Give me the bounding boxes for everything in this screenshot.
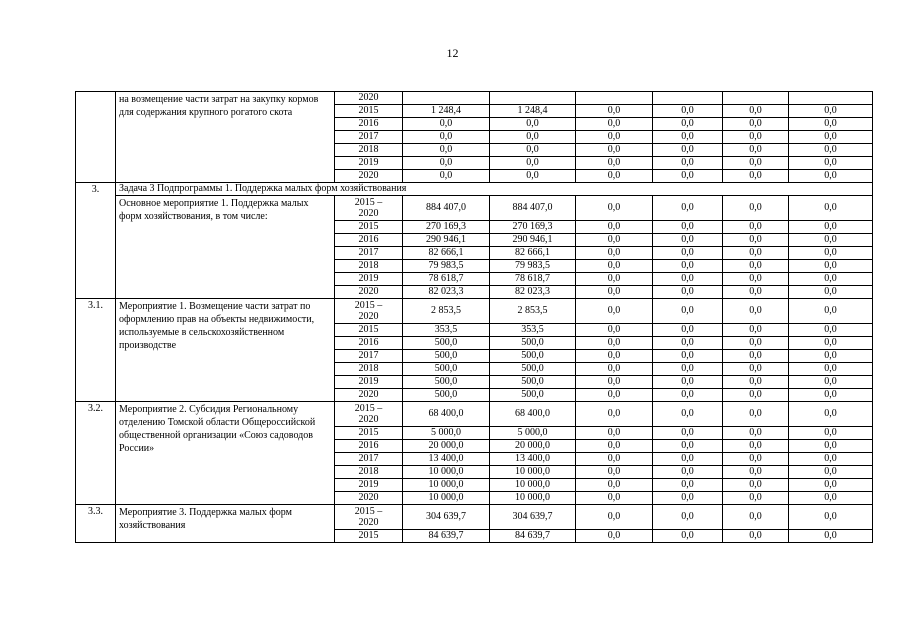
value-cell: 0,0 — [653, 363, 723, 376]
value-cell: 0,0 — [723, 505, 789, 530]
value-cell: 0,0 — [723, 530, 789, 543]
value-cell: 0,0 — [653, 376, 723, 389]
value-cell: 500,0 — [403, 350, 490, 363]
value-cell: 0,0 — [723, 324, 789, 337]
value-cell: 82 666,1 — [490, 247, 576, 260]
year-cell: 2015 – 2020 — [335, 505, 403, 530]
value-cell: 0,0 — [653, 131, 723, 144]
value-cell: 0,0 — [653, 505, 723, 530]
value-cell: 0,0 — [789, 260, 873, 273]
value-cell: 0,0 — [653, 324, 723, 337]
value-cell: 0,0 — [723, 363, 789, 376]
budget-table — [75, 91, 873, 543]
value-cell: 0,0 — [403, 131, 490, 144]
value-cell: 0,0 — [576, 170, 653, 183]
value-cell: 0,0 — [789, 157, 873, 170]
value-cell: 500,0 — [403, 389, 490, 402]
task-title-row — [76, 183, 873, 196]
value-cell: 0,0 — [789, 247, 873, 260]
value-cell: 0,0 — [490, 157, 576, 170]
value-cell: 0,0 — [723, 273, 789, 286]
year-cell: 2019 — [335, 157, 403, 170]
value-cell — [576, 92, 653, 105]
value-cell: 0,0 — [723, 234, 789, 247]
value-cell: 0,0 — [576, 492, 653, 505]
value-cell: 0,0 — [789, 337, 873, 350]
year-cell: 2020 — [335, 492, 403, 505]
value-cell: 0,0 — [723, 247, 789, 260]
value-cell: 0,0 — [723, 144, 789, 157]
year-cell: 2015 – 2020 — [335, 402, 403, 427]
year-cell: 2017 — [335, 131, 403, 144]
value-cell: 0,0 — [653, 170, 723, 183]
value-cell: 0,0 — [789, 530, 873, 543]
year-cell: 2016 — [335, 440, 403, 453]
value-cell: 0,0 — [723, 299, 789, 324]
value-cell: 884 407,0 — [490, 196, 576, 221]
value-cell: 0,0 — [723, 402, 789, 427]
value-cell: 2 853,5 — [490, 299, 576, 324]
year-cell: 2015 — [335, 530, 403, 543]
value-cell: 0,0 — [653, 144, 723, 157]
value-cell: 0,0 — [723, 492, 789, 505]
year-cell: 2020 — [335, 389, 403, 402]
value-cell: 0,0 — [576, 440, 653, 453]
value-cell: 1 248,4 — [403, 105, 490, 118]
value-cell: 82 023,3 — [403, 286, 490, 299]
table-row — [76, 196, 873, 221]
year-cell: 2015 — [335, 324, 403, 337]
value-cell: 0,0 — [723, 479, 789, 492]
value-cell: 0,0 — [653, 286, 723, 299]
value-cell — [653, 92, 723, 105]
value-cell: 10 000,0 — [403, 479, 490, 492]
year-cell: 2019 — [335, 479, 403, 492]
value-cell: 0,0 — [789, 286, 873, 299]
value-cell: 0,0 — [653, 247, 723, 260]
value-cell: 0,0 — [789, 427, 873, 440]
year-cell: 2020 — [335, 92, 403, 105]
value-cell: 0,0 — [653, 350, 723, 363]
value-cell: 0,0 — [403, 118, 490, 131]
value-cell: 0,0 — [576, 157, 653, 170]
value-cell: 0,0 — [490, 118, 576, 131]
row-number: 3.1. — [76, 299, 116, 402]
value-cell: 10 000,0 — [403, 492, 490, 505]
year-cell: 2018 — [335, 144, 403, 157]
row-number: 3. — [76, 183, 116, 299]
measure-name: Основное мероприятие 1. Поддержка малых форм хозяйствования, в том числе: — [116, 196, 335, 299]
value-cell: 0,0 — [653, 389, 723, 402]
value-cell: 0,0 — [723, 337, 789, 350]
table-row — [76, 505, 873, 530]
year-cell: 2015 — [335, 221, 403, 234]
value-cell: 0,0 — [576, 273, 653, 286]
measure-name: Мероприятие 2. Субсидия Региональному отделению Томской области Общероссийской общественной организации «Союз садоводов России» — [116, 402, 335, 505]
value-cell: 500,0 — [403, 337, 490, 350]
value-cell: 0,0 — [723, 376, 789, 389]
value-cell: 10 000,0 — [490, 466, 576, 479]
value-cell: 1 248,4 — [490, 105, 576, 118]
value-cell: 0,0 — [576, 234, 653, 247]
value-cell: 0,0 — [490, 170, 576, 183]
value-cell: 0,0 — [653, 105, 723, 118]
value-cell: 13 400,0 — [490, 453, 576, 466]
value-cell: 0,0 — [789, 105, 873, 118]
row-number — [76, 92, 116, 183]
value-cell: 0,0 — [576, 530, 653, 543]
value-cell: 20 000,0 — [490, 440, 576, 453]
page-number: 12 — [446, 46, 459, 60]
value-cell: 0,0 — [576, 466, 653, 479]
value-cell: 0,0 — [653, 337, 723, 350]
value-cell: 0,0 — [723, 389, 789, 402]
value-cell: 0,0 — [789, 273, 873, 286]
year-cell: 2015 – 2020 — [335, 196, 403, 221]
year-cell: 2017 — [335, 247, 403, 260]
value-cell: 0,0 — [789, 221, 873, 234]
value-cell: 79 983,5 — [403, 260, 490, 273]
value-cell: 0,0 — [723, 221, 789, 234]
value-cell: 0,0 — [576, 376, 653, 389]
value-cell: 0,0 — [723, 260, 789, 273]
value-cell: 0,0 — [789, 363, 873, 376]
year-cell: 2018 — [335, 466, 403, 479]
year-cell: 2016 — [335, 234, 403, 247]
value-cell: 0,0 — [789, 118, 873, 131]
value-cell: 0,0 — [490, 131, 576, 144]
year-cell: 2019 — [335, 273, 403, 286]
value-cell: 0,0 — [723, 118, 789, 131]
value-cell: 0,0 — [403, 157, 490, 170]
value-cell: 79 983,5 — [490, 260, 576, 273]
year-cell: 2018 — [335, 260, 403, 273]
year-cell: 2018 — [335, 363, 403, 376]
value-cell: 0,0 — [653, 234, 723, 247]
value-cell: 78 618,7 — [403, 273, 490, 286]
value-cell: 0,0 — [576, 479, 653, 492]
year-cell: 2016 — [335, 118, 403, 131]
value-cell: 0,0 — [653, 466, 723, 479]
value-cell: 0,0 — [576, 299, 653, 324]
value-cell: 82 023,3 — [490, 286, 576, 299]
value-cell: 0,0 — [789, 466, 873, 479]
value-cell: 68 400,0 — [403, 402, 490, 427]
value-cell: 0,0 — [653, 196, 723, 221]
value-cell: 0,0 — [789, 505, 873, 530]
value-cell: 10 000,0 — [403, 466, 490, 479]
value-cell — [789, 92, 873, 105]
year-cell: 2020 — [335, 286, 403, 299]
value-cell: 0,0 — [653, 221, 723, 234]
value-cell: 500,0 — [490, 350, 576, 363]
value-cell: 84 639,7 — [403, 530, 490, 543]
year-cell: 2015 — [335, 427, 403, 440]
value-cell: 68 400,0 — [490, 402, 576, 427]
value-cell: 0,0 — [789, 389, 873, 402]
value-cell: 0,0 — [789, 324, 873, 337]
value-cell: 353,5 — [490, 324, 576, 337]
value-cell: 0,0 — [789, 299, 873, 324]
row-number: 3.3. — [76, 505, 116, 543]
value-cell: 0,0 — [723, 286, 789, 299]
value-cell: 0,0 — [789, 453, 873, 466]
value-cell: 5 000,0 — [403, 427, 490, 440]
value-cell: 0,0 — [576, 105, 653, 118]
measure-name: Мероприятие 1. Возмещение части затрат по оформлению прав на объекты недвижимости, используемые в сельскохозяйственном производстве — [116, 299, 335, 402]
value-cell: 270 169,3 — [490, 221, 576, 234]
table-row — [76, 299, 873, 324]
value-cell: 0,0 — [723, 453, 789, 466]
year-cell: 2015 — [335, 105, 403, 118]
value-cell: 10 000,0 — [490, 479, 576, 492]
value-cell: 500,0 — [403, 376, 490, 389]
value-cell: 0,0 — [723, 170, 789, 183]
task-title: Задача 3 Подпрограммы 1. Поддержка малых форм хозяйствования — [116, 183, 873, 196]
value-cell: 0,0 — [789, 170, 873, 183]
value-cell: 0,0 — [576, 260, 653, 273]
value-cell: 0,0 — [653, 402, 723, 427]
value-cell — [403, 92, 490, 105]
measure-name: на возмещение части затрат на закупку кормов для содержания крупного рогатого скота — [116, 92, 335, 183]
value-cell: 0,0 — [653, 427, 723, 440]
year-cell: 2016 — [335, 337, 403, 350]
value-cell: 304 639,7 — [403, 505, 490, 530]
value-cell: 0,0 — [490, 144, 576, 157]
value-cell: 10 000,0 — [490, 492, 576, 505]
value-cell: 0,0 — [789, 479, 873, 492]
value-cell: 0,0 — [576, 196, 653, 221]
value-cell: 500,0 — [490, 376, 576, 389]
value-cell: 290 946,1 — [403, 234, 490, 247]
value-cell: 0,0 — [723, 196, 789, 221]
value-cell: 0,0 — [653, 453, 723, 466]
value-cell: 0,0 — [789, 196, 873, 221]
value-cell: 82 666,1 — [403, 247, 490, 260]
value-cell: 0,0 — [576, 247, 653, 260]
value-cell: 0,0 — [723, 466, 789, 479]
table-body — [76, 92, 873, 543]
value-cell: 0,0 — [653, 530, 723, 543]
value-cell: 0,0 — [789, 234, 873, 247]
value-cell: 0,0 — [789, 350, 873, 363]
value-cell: 290 946,1 — [490, 234, 576, 247]
value-cell — [490, 92, 576, 105]
value-cell — [723, 92, 789, 105]
value-cell: 0,0 — [576, 363, 653, 376]
value-cell: 270 169,3 — [403, 221, 490, 234]
value-cell: 5 000,0 — [490, 427, 576, 440]
value-cell: 0,0 — [576, 221, 653, 234]
value-cell: 0,0 — [653, 273, 723, 286]
value-cell: 0,0 — [723, 427, 789, 440]
year-cell: 2017 — [335, 350, 403, 363]
value-cell: 500,0 — [403, 363, 490, 376]
value-cell: 0,0 — [653, 260, 723, 273]
value-cell: 0,0 — [653, 299, 723, 324]
table-row — [76, 92, 873, 105]
measure-name: Мероприятие 3. Поддержка малых форм хозяйствования — [116, 505, 335, 543]
value-cell: 0,0 — [576, 324, 653, 337]
value-cell: 0,0 — [576, 350, 653, 363]
value-cell: 0,0 — [723, 131, 789, 144]
value-cell: 0,0 — [576, 144, 653, 157]
value-cell: 13 400,0 — [403, 453, 490, 466]
year-cell: 2020 — [335, 170, 403, 183]
value-cell: 0,0 — [576, 505, 653, 530]
value-cell: 0,0 — [789, 492, 873, 505]
value-cell: 304 639,7 — [490, 505, 576, 530]
value-cell: 0,0 — [576, 131, 653, 144]
value-cell: 500,0 — [490, 389, 576, 402]
value-cell: 884 407,0 — [403, 196, 490, 221]
value-cell: 0,0 — [789, 402, 873, 427]
value-cell: 84 639,7 — [490, 530, 576, 543]
value-cell: 0,0 — [576, 118, 653, 131]
year-cell: 2017 — [335, 453, 403, 466]
value-cell: 0,0 — [403, 144, 490, 157]
value-cell: 0,0 — [576, 453, 653, 466]
value-cell: 0,0 — [653, 440, 723, 453]
year-cell: 2019 — [335, 376, 403, 389]
value-cell: 0,0 — [576, 337, 653, 350]
value-cell: 500,0 — [490, 337, 576, 350]
value-cell: 20 000,0 — [403, 440, 490, 453]
value-cell: 0,0 — [723, 440, 789, 453]
table-row — [76, 402, 873, 427]
value-cell: 353,5 — [403, 324, 490, 337]
value-cell: 0,0 — [576, 389, 653, 402]
value-cell: 0,0 — [789, 131, 873, 144]
value-cell: 0,0 — [723, 157, 789, 170]
value-cell: 500,0 — [490, 363, 576, 376]
value-cell: 0,0 — [576, 402, 653, 427]
value-cell: 0,0 — [723, 350, 789, 363]
value-cell: 0,0 — [653, 118, 723, 131]
value-cell: 0,0 — [653, 492, 723, 505]
value-cell: 0,0 — [403, 170, 490, 183]
value-cell: 0,0 — [789, 144, 873, 157]
value-cell: 0,0 — [723, 105, 789, 118]
value-cell: 0,0 — [653, 479, 723, 492]
value-cell: 0,0 — [653, 157, 723, 170]
year-cell: 2015 – 2020 — [335, 299, 403, 324]
value-cell: 0,0 — [576, 286, 653, 299]
value-cell: 0,0 — [789, 376, 873, 389]
value-cell: 0,0 — [789, 440, 873, 453]
value-cell: 78 618,7 — [490, 273, 576, 286]
value-cell: 2 853,5 — [403, 299, 490, 324]
row-number: 3.2. — [76, 402, 116, 505]
value-cell: 0,0 — [576, 427, 653, 440]
